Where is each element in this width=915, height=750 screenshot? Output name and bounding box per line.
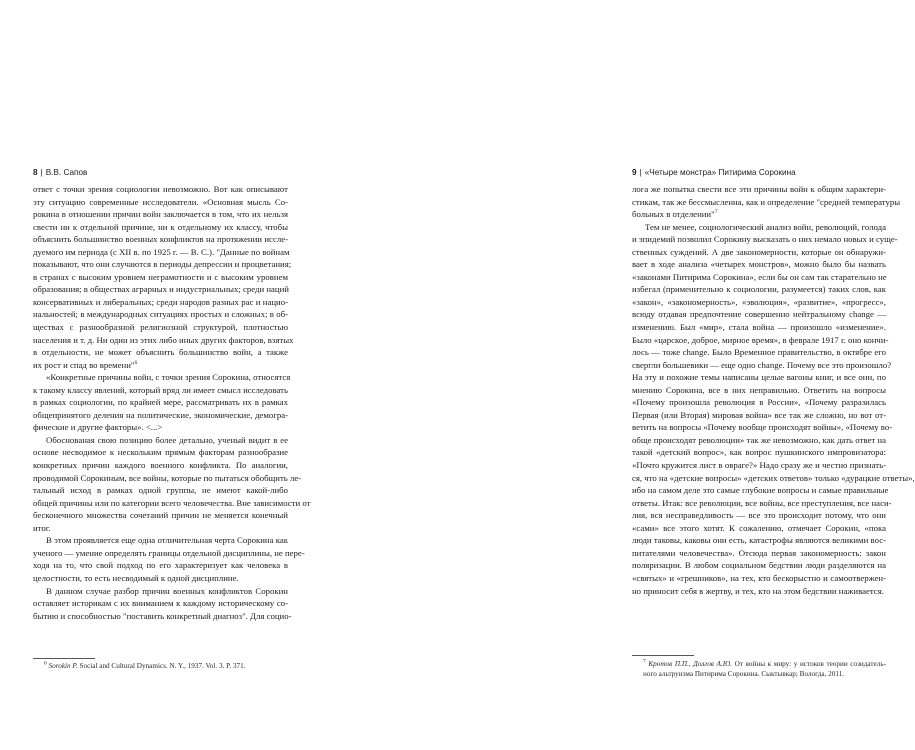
text-line: поляризации. В любом социальном бедствии люди разделяются на [632, 560, 886, 571]
text-line: Обоснованая свою позицию более детально, ученый видит в ее [46, 434, 288, 445]
text-line: основе несводимое к нескольким прямым факторам разнообразие [33, 447, 288, 458]
text-line: и эпидемий позволил Сорокину высказать о них немало новых и суще- [632, 234, 898, 245]
text-line: избегал (применительно к социологии, разумеется) таких слов, как [632, 284, 886, 295]
text-line: лога же попытка свести все эти причины войн к общим характери- [632, 184, 886, 194]
text-line [33, 359, 288, 372]
text-line: лия, вся несправедливость — все это происходит потому, что они [632, 510, 886, 521]
text-line: консервативных и либеральных; среди народов разных рас и нацио- [33, 296, 288, 307]
text-line: бесконечного множества сочетаний причин не меняется конечный [33, 510, 288, 521]
text-line: тальный исход в рамках одной группы, не имеют какой-либо [33, 485, 288, 496]
text-line: В этом проявляется еще одна отличительная черта Сорокина как [46, 535, 288, 546]
text-line: нальностей; в международных ситуациях простых и сложных; в об- [33, 309, 288, 320]
left-page [0, 0, 311, 750]
footnote-rule [33, 658, 95, 659]
text-line: итог. [33, 522, 51, 533]
text-line-content: больных в отделении" [632, 209, 715, 220]
running-head-title: В.В. Сапов [45, 168, 88, 177]
text-line: ся, что на «детские вопросы» «детских ответов» только «дурацкие ответы», [632, 472, 915, 483]
text-line: образования; в обществах аграрных и индустриальных; среди наций [33, 284, 289, 295]
text-line: конкретных причин каждого военного конфликта. По аналогии, [33, 460, 288, 471]
text-line: бытию и способностью "поставить конкретный диагноз". Для социо- [33, 610, 292, 621]
text-line: но приносит себя в жертву, и тех, кто на этом бедствии наживается. [632, 585, 884, 596]
text-line: ветить на вопросы «Почему вообще происходят войны», «Почему во- [632, 422, 893, 433]
footnote-number: 6 [44, 660, 47, 667]
text-line: общей причины или по категории всего человечества. Вне зависимости от [33, 497, 311, 508]
text-line: ибо на самом деле это самые глубокие вопросы и самые правильные [632, 485, 889, 496]
footnote-text: От войны к миру: у истоков теории созидатель- [734, 660, 887, 668]
text-line: ществах с разнообразной религиозной структурой, плотностью [33, 322, 288, 333]
text-line: «Почто кружится лист в овраге?» Надо сразу же и честно признать- [632, 460, 886, 471]
text-line: в рамках социологии, по крайней мере, рассматривать их в рамках [33, 397, 288, 408]
running-header: 8 | В.В. Сапов [33, 168, 88, 177]
text-line: «сами» все этого хотят. К сожалению, отмечает Сорокин, «пока [632, 522, 886, 533]
text-line: оставляет историкам с их вниманием к каждому историческому со- [33, 598, 288, 609]
text-line: «Почему произошла революция в России», «Почему разразилась [632, 397, 886, 408]
text-line: Было «царское, доброе, мирное время», в феврале 1917 г. оно кончи- [632, 334, 889, 345]
footnote-number: 7 [643, 658, 646, 665]
text-line: в странах с высоким уровнем неграмотности и с высоким уровнем [33, 271, 288, 282]
text-line: вает в ходе анализа «четырех монстров», можно было бы назвать [632, 259, 886, 270]
body-text [632, 183, 915, 597]
footnote [643, 659, 886, 679]
text-line: обще происходят революции» так же невозможно, как дать ответ на [632, 434, 886, 445]
text-line: общепринятого деления на политические, экономические, демогра- [33, 409, 288, 420]
text-line: ходя на то, что свой подход по его характеризует как человека в [33, 560, 288, 571]
page-number: 9 [632, 168, 637, 177]
text-line: свергли большевики — еще одно change. Почему все это произошло? [632, 359, 892, 370]
text-line: проводимой Сорокиным, все войны, которые по пытаться обобщить ле- [33, 472, 302, 483]
text-line: дуемого им периода (с XII в. по 1925 г. — В. С.). "Данные по войнам [33, 246, 290, 257]
text-line: ученого — умение определять границы отдельной дисциплины, не пере- [33, 547, 305, 558]
text-line: к такому классу явлений, который вряд ли имеет смысл исследовать [33, 384, 288, 395]
text-line: показывают, что они случаются в периоды депрессии и процветания; [33, 259, 292, 270]
footnote-line: ного альтруизма Питирима Сорокина. Сыктывкар; Вологда, 2011. [643, 670, 845, 678]
text-line: ответы. Итак: все революции, все войны, все преступления, все наси- [632, 497, 892, 508]
text-line [632, 208, 886, 221]
text-line: ственных суждений. А две закономерности, которые он обнаружи- [632, 246, 886, 257]
text-line: На эту и похожие темы написаны целые вагоны книг, и все они, по [632, 372, 886, 383]
running-header: 9 | «Четыре монстра» Питирима Сорокина [632, 168, 796, 177]
text-line: в отдельности, не может объяснить большинство войн, а также [33, 347, 288, 358]
text-line: изменению. Был «мир», стала война — произошло «изменение». [632, 322, 886, 333]
text-line: свести ни к отдельной причине, ни к отдельному их классу, чтобы [33, 221, 288, 232]
text-line: «законами Питирима Сорокина», если бы он сам так старательно не [632, 271, 887, 282]
text-line: населения и т. д. Ни один из этих либо иных других факторов, взятых [33, 334, 294, 345]
text-line: лось — тоже change. Было Временное правительство, в октябре его [632, 347, 886, 358]
text-line: объяснить большинство военных конфликтов на протяжении иссле- [33, 234, 288, 245]
text-line: «Конкретные причины войн, с точки зрения Сорокина, относятся [46, 372, 291, 383]
text-line: мнению Сорокина, все в них неправильно. Ответить на вопросы [632, 384, 886, 395]
page-number: 8 [33, 168, 38, 177]
running-head-title: «Четыре монстра» Питирима Сорокина [644, 168, 796, 177]
text-line: Первая (или Вторая) мировая война» все так же сложно, но вот от- [632, 409, 886, 420]
text-line: целостности, то есть несводимый к одной дисциплине. [33, 572, 239, 583]
text-line: всюду отдавая предпочтение совершенно нейтральному change — [632, 309, 886, 320]
text-line: Тем не менее, социологический анализ войн, революций, голода [645, 221, 886, 232]
footnote-author: Sorokin P. [48, 662, 78, 670]
text-line: фические и другие факторы». <...> [33, 422, 163, 433]
footnote [44, 661, 288, 671]
footnote-marker: 6 [134, 359, 138, 366]
footnote-text: Social and Cultural Dynamics. N. Y., 1937. Vol. 3. P. 371. [79, 662, 246, 670]
text-line: эту ситуацию современные исследователи. «Основная мысль Со- [33, 196, 288, 207]
footnote-line [44, 661, 288, 671]
text-line: питателями человечества». Отсюда первая закономерность: закон [632, 547, 886, 558]
text-line: «святых» и «грешников», на тех, кто бескорыстно и самоотвержен- [632, 572, 886, 583]
footnote-line [643, 659, 886, 669]
text-line: «закон», «закономерность», «эволюция», «развитие», «прогресс», [632, 296, 886, 307]
body-text [33, 183, 311, 622]
footnote-marker: 7 [714, 209, 718, 216]
text-line: ответ с точки зрения социологии невозможно. Вот как описывают [33, 184, 288, 194]
text-line: люди таковы, каковы они есть, катастрофы являются великими вос- [632, 535, 886, 546]
footnote-author: Кротов П.П., Долгов А.Ю. [648, 660, 732, 668]
text-line: стикам, так же бессмысленна, как и определение "средней температуры [632, 196, 901, 207]
footnote-rule [632, 655, 694, 656]
text-line-content: их рост и спад во времени" [33, 359, 135, 370]
text-line: рокина в отношении причин войн заключается в том, что их нельзя [33, 209, 288, 220]
text-line: В данном случае разбор причин военных конфликтов Сорокин [46, 585, 288, 596]
text-line: такой «детский вопрос», как вопрос пушкинского импровизатора: [632, 447, 886, 458]
right-page [300, 0, 915, 750]
